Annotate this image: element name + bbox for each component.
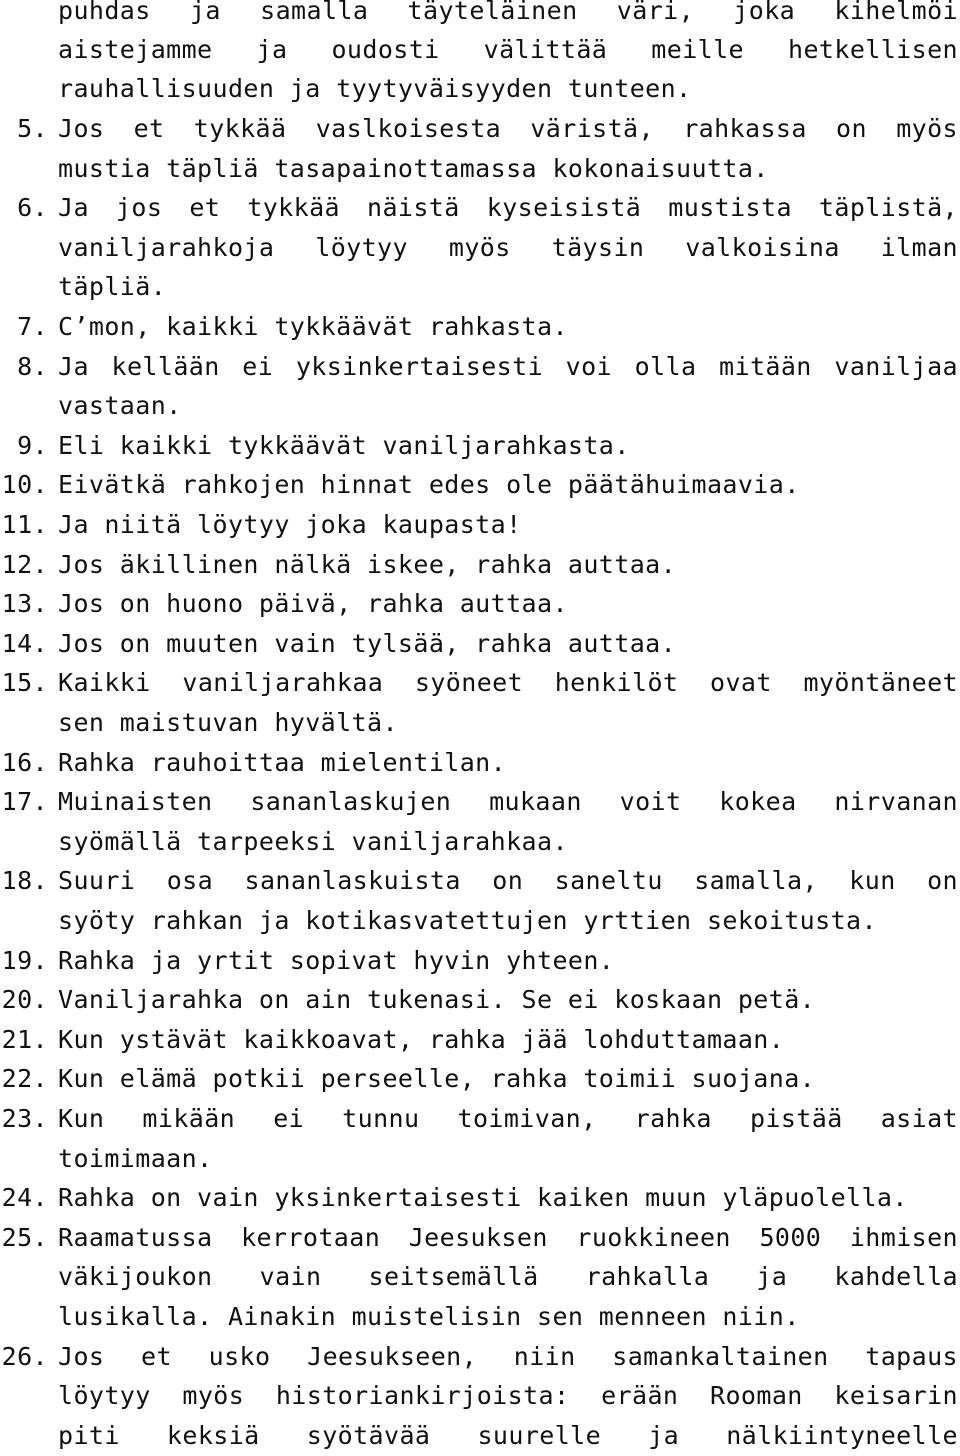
list-item-text: syömällä tarpeeksi vaniljarahkaa. <box>58 826 568 856</box>
list-item-number: 7. <box>17 312 48 341</box>
list-item-text: vaniljarahkoja löytyy myös täysin valkoisina ilman <box>58 232 958 262</box>
list-item-text: Kun ystävät kaikkoavat, rahka jää lohduttamaan. <box>58 1024 785 1054</box>
list-item-number: 8. <box>17 351 48 381</box>
list-item-text: vastaan. <box>58 391 182 421</box>
list-item-text: Kun mikään ei tunnu toimivan, rahka pistää asiat <box>58 1104 958 1133</box>
list-item-number: 14. <box>1 628 48 658</box>
list-item-number: 19. <box>1 945 48 975</box>
list-item-text: Jos on muuten vain tylsää, rahka auttaa. <box>58 628 677 658</box>
list-item-number: 25. <box>1 1222 48 1252</box>
list-item-text: lusikalla. Ainakin muistelisin sen menneen niin. <box>58 1302 800 1331</box>
list-item-text: Vaniljarahka on ain tukenasi. Se ei koskaan petä. <box>58 985 816 1015</box>
list-item-number: 5. <box>17 114 48 143</box>
list-item-text: Raamatussa kerrotaan Jeesuksen ruokkineen 5000 ihmisen <box>58 1222 958 1252</box>
list-item-number: 16. <box>1 747 48 777</box>
list-item-text: Rahka rauhoittaa mielentilan. <box>58 747 507 777</box>
intro-line: puhdas ja samalla täyteläinen väri, joka kihelmöi <box>58 0 958 25</box>
list-item-text: Kaikki vaniljarahkaa syöneet henkilöt ovat myöntäneet <box>58 668 958 698</box>
list-item-number: 20. <box>1 985 48 1015</box>
list-item-text: Ja kellään ei yksinkertaisesti voi olla mitään vaniljaa <box>58 351 958 381</box>
list-item-number: 12. <box>1 549 48 579</box>
list-item-text: Jos on huono päivä, rahka auttaa. <box>58 589 568 619</box>
list-item-number: 21. <box>1 1024 48 1054</box>
list-item-text: Jos et tykkää vaslkoisesta väristä, rahkassa on myös <box>58 114 958 143</box>
list-item-number: 18. <box>1 866 48 896</box>
intro-line: rauhallisuuden ja tyytyväisyyden tunteen. <box>58 74 692 103</box>
list-item-number: 26. <box>1 1341 48 1371</box>
list-item-text: löytyy myös historiankirjoista: erään Rooman keisarin <box>58 1381 958 1411</box>
list-item-number: 22. <box>1 1064 48 1094</box>
list-item-text: Ja jos et tykkää näistä kyseisistä mustista täplistä, <box>58 193 958 223</box>
list-item-text: Rahka on vain yksinkertaisesti kaiken muun yläpuolella. <box>58 1183 908 1213</box>
list-item-text: Eli kaikki tykkäävät vaniljarahkasta. <box>58 430 630 460</box>
list-item-text: Rahka ja yrtit sopivat hyvin yhteen. <box>58 945 615 975</box>
list-item-number: 15. <box>1 668 48 698</box>
list-item-text: Kun elämä potkii perseelle, rahka toimii suojana. <box>58 1064 816 1094</box>
list-item-text: toimimaan. <box>58 1143 213 1173</box>
list-item-text: Muinaisten sananlaskujen mukaan voit kokea nirvanan <box>58 787 958 817</box>
list-item-text: C’mon, kaikki tykkäävät rahkasta. <box>58 312 568 341</box>
list-item-text: täpliä. <box>58 272 167 302</box>
list-item-number: 24. <box>1 1183 48 1213</box>
list-item-number: 6. <box>17 193 48 223</box>
list-item-text: mustia täpliä tasapainottamassa kokonaisuutta. <box>58 153 769 183</box>
list-item-text: sen maistuvan hyvältä. <box>58 708 398 737</box>
list-item-text: väkijoukon vain seitsemällä rahkalla ja kahdella <box>58 1262 958 1292</box>
list-item-number: 17. <box>1 787 48 817</box>
list-item-text: Ja niitä löytyy joka kaupasta! <box>58 510 522 539</box>
intro-line: aistejamme ja oudosti välittää meille hetkellisen <box>58 35 958 64</box>
list-item-text: piti keksiä syötävää suurelle ja nälkiintyneelle <box>58 1420 958 1450</box>
list-item-text: syöty rahkan ja kotikasvatettujen yrttien sekoitusta. <box>58 906 877 935</box>
list-item-number: 9. <box>17 430 48 460</box>
list-item-text: Jos et usko Jeesukseen, niin samankaltainen tapaus <box>58 1341 958 1371</box>
list-item-number: 10. <box>1 470 48 500</box>
list-item-text: Suuri osa sananlaskuista on saneltu samalla, kun on <box>58 866 958 896</box>
list-item-text: Jos äkillinen nälkä iskee, rahka auttaa. <box>58 549 677 579</box>
list-item-number: 11. <box>1 510 48 539</box>
list-item-text: Eivätkä rahkojen hinnat edes ole päätähuimaavia. <box>58 470 800 500</box>
list-item-number: 13. <box>1 589 48 619</box>
list-item-number: 23. <box>1 1104 48 1133</box>
